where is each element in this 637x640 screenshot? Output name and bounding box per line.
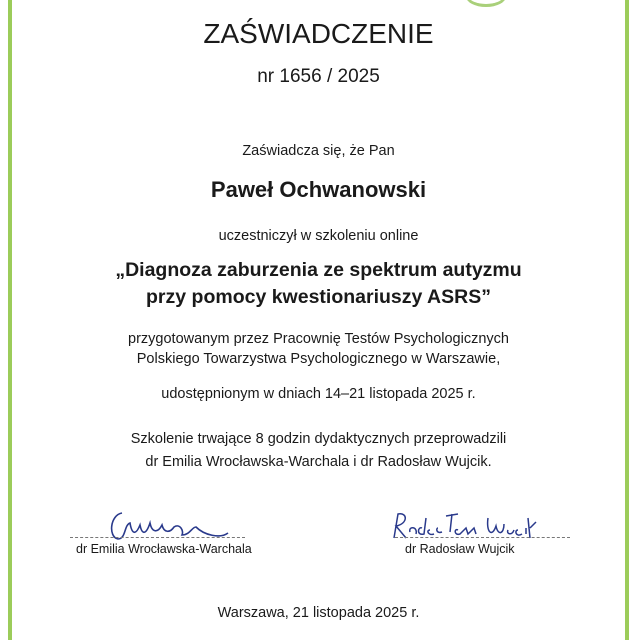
place-date: Warszawa, 21 listopada 2025 r. xyxy=(217,605,420,621)
signature-line-1 xyxy=(70,537,245,538)
signatory-name-1: dr Emilia Wrocławska-Warchala xyxy=(76,542,252,556)
intro-text: Zaświadcza się, że Pan xyxy=(242,143,395,159)
signature-image-1 xyxy=(100,505,230,545)
signatory-name-2: dr Radosław Wujcik xyxy=(405,542,515,556)
dates-text: udostępnionym w dniach 14–21 listopada 2025 r. xyxy=(161,386,476,402)
document-title: ZAŚWIADCZENIE xyxy=(203,18,434,49)
trainers-line-1: Szkolenie trwające 8 godzin dydaktycznych przeprowadzili xyxy=(130,431,507,447)
course-title-line-2: przy pomocy kwestionariuszy ASRS” xyxy=(146,286,491,308)
logo-partial xyxy=(466,0,506,7)
page-border-left xyxy=(8,0,12,640)
recipient-name: Paweł Ochwanowski xyxy=(210,177,427,202)
participation-text: uczestniczył w szkoleniu online xyxy=(218,228,419,244)
organizer-line-2: Polskiego Towarzystwa Psychologicznego w Warszawie, xyxy=(136,351,501,367)
organizer-line-1: przygotowanym przez Pracownię Testów Psychologicznych xyxy=(128,331,509,347)
certificate-number: nr 1656 / 2025 xyxy=(257,66,380,87)
course-title-line-1: „Diagnoza zaburzenia ze spektrum autyzmu xyxy=(115,259,522,281)
signature-line-2 xyxy=(395,537,570,538)
trainers-line-2: dr Emilia Wrocławska-Warchala i dr Radosław Wujcik. xyxy=(145,454,492,470)
page-border-right xyxy=(625,0,629,640)
